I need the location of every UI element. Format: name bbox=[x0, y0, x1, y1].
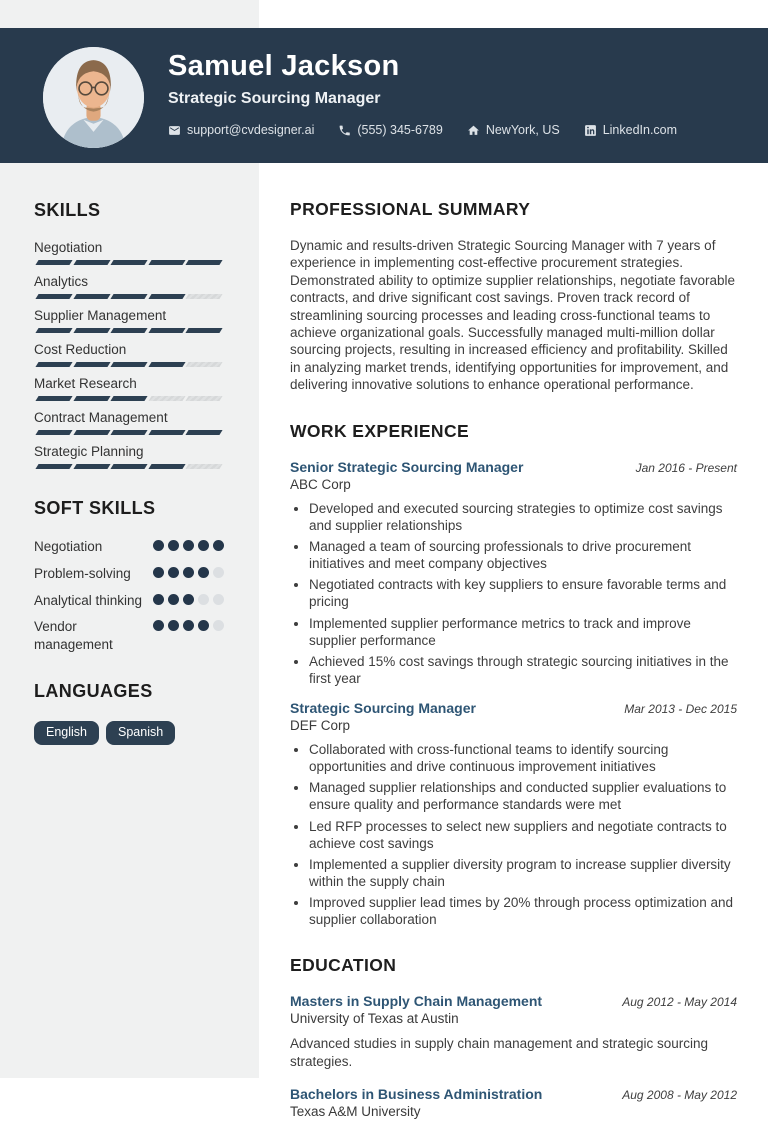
job-bullet-list bbox=[290, 741, 737, 928]
rating-dot-filled bbox=[198, 620, 209, 631]
contact-linkedin bbox=[584, 123, 677, 137]
skill-segment-filled bbox=[35, 362, 72, 367]
candidate-name: Samuel Jackson bbox=[168, 50, 400, 82]
summary-text: Dynamic and results-driven Strategic Sourcing Manager with 7 years of experience in implementing cost-effective procurement strategies. Demonstrated ability to optimize supplier relationships, negotiate favorable contracts, and drive significant cost savings. Proven track record of streamlining sourcing processes and leading cross-functional teams to achieve organizational goals. Successfully managed multi-million dollar sourcing projects, resulting in increased efficiency and profitability. Skilled in analyzing market trends, identifying opportunities for improvement, and delivering innovative solutions to enhance operational performance. bbox=[290, 238, 735, 393]
soft-skill-dots bbox=[153, 538, 224, 556]
phone-icon bbox=[338, 124, 351, 137]
skill-level-bar bbox=[34, 396, 224, 401]
skill-segment-filled bbox=[111, 430, 148, 435]
contact-phone-text: (555) 345-6789 bbox=[357, 123, 443, 137]
avatar-illustration bbox=[43, 47, 144, 148]
skill-segment-filled bbox=[35, 328, 72, 333]
degree-dates: Aug 2008 - May 2012 bbox=[622, 1087, 737, 1102]
rating-dot-filled bbox=[168, 567, 179, 578]
contact-location-text: NewYork, US bbox=[485, 123, 560, 137]
skill-segment-filled bbox=[73, 328, 110, 333]
degree-title: Bachelors in Business Administration bbox=[290, 1085, 543, 1102]
skill-segment-filled bbox=[111, 464, 148, 469]
envelope-icon bbox=[168, 124, 181, 137]
education-entry bbox=[290, 1086, 737, 1119]
skill-segment-filled bbox=[186, 328, 223, 333]
school-name: Texas A&M University bbox=[290, 1103, 421, 1119]
skill-segment-filled bbox=[111, 260, 148, 265]
language-badge: Spanish bbox=[106, 721, 175, 745]
rating-dot-filled bbox=[153, 594, 164, 605]
skill-item bbox=[34, 444, 224, 469]
soft-skill-dots bbox=[153, 618, 224, 654]
skill-label: Market Research bbox=[34, 376, 137, 391]
skill-segment-filled bbox=[35, 396, 72, 401]
skill-level-bar bbox=[34, 260, 224, 265]
rating-dot-empty bbox=[213, 620, 224, 631]
skill-label: Cost Reduction bbox=[34, 342, 127, 357]
contact-row bbox=[168, 123, 677, 137]
skill-segment-empty bbox=[186, 362, 223, 367]
main-column bbox=[290, 163, 737, 1134]
skill-segment-filled bbox=[148, 328, 185, 333]
job-dates: Mar 2013 - Dec 2015 bbox=[624, 702, 737, 717]
soft-skill-dots bbox=[153, 565, 224, 583]
skill-segment-filled bbox=[111, 294, 148, 299]
soft-skills-heading: SOFT SKILLS bbox=[34, 498, 156, 518]
home-icon bbox=[467, 124, 480, 137]
job-bullet: • Implemented supplier performance metrics to track and improve supplier performance bbox=[309, 615, 737, 649]
skill-label: Strategic Planning bbox=[34, 444, 144, 459]
skill-label: Supplier Management bbox=[34, 308, 167, 323]
skill-segment-filled bbox=[148, 464, 185, 469]
skill-segment-filled bbox=[35, 260, 72, 265]
job-title: Senior Strategic Sourcing Manager bbox=[290, 458, 524, 475]
rating-dot-filled bbox=[153, 540, 164, 551]
skill-item bbox=[34, 342, 224, 367]
job-bullet: • Improved supplier lead times by 20% through process optimization and supplier collaboration bbox=[309, 894, 737, 928]
rating-dot-filled bbox=[183, 594, 194, 605]
rating-dot-filled bbox=[153, 620, 164, 631]
skill-segment-filled bbox=[35, 464, 72, 469]
skill-segment-filled bbox=[186, 430, 223, 435]
profile-photo bbox=[43, 47, 144, 148]
skill-segment-filled bbox=[148, 430, 185, 435]
candidate-title: Strategic Sourcing Manager bbox=[168, 90, 381, 107]
skill-segment-filled bbox=[35, 430, 72, 435]
skill-segment-filled bbox=[111, 362, 148, 367]
skill-item bbox=[34, 308, 224, 333]
job-company: DEF Corp bbox=[290, 718, 351, 734]
rating-dot-empty bbox=[213, 594, 224, 605]
soft-skill-label: Analytical thinking bbox=[34, 592, 143, 608]
job-bullet: • Developed and executed sourcing strategies to optimize cost savings and supplier relationships bbox=[309, 500, 737, 534]
school-name: University of Texas at Austin bbox=[290, 1011, 459, 1027]
skill-segment-filled bbox=[73, 464, 110, 469]
skill-segment-empty bbox=[186, 464, 223, 469]
sidebar bbox=[0, 163, 259, 745]
skill-segment-empty bbox=[148, 396, 185, 401]
rating-dot-empty bbox=[213, 567, 224, 578]
job-dates: Jan 2016 - Present bbox=[635, 460, 737, 475]
job-title: Strategic Sourcing Manager bbox=[290, 700, 476, 717]
soft-skill-label: Negotiation bbox=[34, 539, 103, 554]
skill-segment-filled bbox=[73, 430, 110, 435]
languages-section bbox=[34, 681, 224, 745]
rating-dot-filled bbox=[168, 540, 179, 551]
job-bullet: • Managed supplier relationships and conducted supplier evaluations to ensure quality and performance standards were met bbox=[309, 779, 737, 813]
language-badge: English bbox=[34, 721, 99, 745]
rating-dot-filled bbox=[198, 540, 209, 551]
linkedin-icon bbox=[584, 124, 597, 137]
rating-dot-filled bbox=[168, 594, 179, 605]
skill-segment-filled bbox=[73, 362, 110, 367]
soft-skill-label: Vendor management bbox=[34, 619, 113, 653]
degree-description: Advanced studies in supply chain management and strategic sourcing strategies. bbox=[290, 1036, 708, 1070]
skill-segment-empty bbox=[186, 396, 223, 401]
skill-level-bar bbox=[34, 464, 224, 469]
job-bullet: • Collaborated with cross-functional teams to identify sourcing opportunities and drive continuous improvement initiatives bbox=[309, 741, 737, 775]
skill-segment-filled bbox=[35, 294, 72, 299]
skill-level-bar bbox=[34, 430, 224, 435]
soft-skill-label: Problem-solving bbox=[34, 565, 131, 581]
skills-heading: SKILLS bbox=[34, 200, 101, 220]
degree-title: Masters in Supply Chain Management bbox=[290, 993, 543, 1010]
rating-dot-filled bbox=[183, 540, 194, 551]
education-heading: EDUCATION bbox=[290, 955, 397, 976]
skill-segment-filled bbox=[111, 396, 148, 401]
job-entry bbox=[290, 700, 737, 928]
job-entry bbox=[290, 459, 737, 687]
skill-level-bar bbox=[34, 362, 224, 367]
skill-level-bar bbox=[34, 328, 224, 333]
rating-dot-filled bbox=[183, 567, 194, 578]
skill-segment-filled bbox=[73, 396, 110, 401]
rating-dot-filled bbox=[183, 620, 194, 631]
skill-label: Analytics bbox=[34, 274, 89, 289]
education-entry bbox=[290, 993, 737, 1070]
rating-dot-filled bbox=[198, 567, 209, 578]
soft-skill-dots bbox=[153, 592, 224, 610]
job-bullet-list bbox=[290, 500, 737, 687]
skill-item bbox=[34, 410, 224, 435]
contact-linkedin-text: LinkedIn.com bbox=[602, 123, 678, 137]
skill-segment-filled bbox=[148, 294, 185, 299]
rating-dot-filled bbox=[153, 567, 164, 578]
contact-email-text: support@cvdesigner.ai bbox=[187, 123, 315, 137]
job-bullet: • Led RFP processes to select new suppliers and negotiate contracts to achieve cost savings bbox=[309, 818, 737, 852]
job-company: ABC Corp bbox=[290, 476, 351, 492]
skill-segment-empty bbox=[186, 294, 223, 299]
summary-heading: PROFESSIONAL SUMMARY bbox=[290, 199, 531, 219]
skill-item bbox=[34, 376, 224, 401]
skill-segment-filled bbox=[148, 362, 185, 367]
soft-skills-section bbox=[34, 498, 224, 654]
soft-skill-item bbox=[34, 592, 224, 610]
job-bullet: • Achieved 15% cost savings through strategic sourcing initiatives in the first year bbox=[309, 653, 737, 687]
rating-dot-filled bbox=[168, 620, 179, 631]
skill-item bbox=[34, 240, 224, 265]
skill-segment-filled bbox=[73, 294, 110, 299]
resume-header bbox=[0, 28, 768, 163]
soft-skill-item bbox=[34, 565, 224, 583]
rating-dot-empty bbox=[198, 594, 209, 605]
job-bullet: • Managed a team of sourcing professionals to drive procurement initiatives and meet company objectives bbox=[309, 538, 737, 572]
soft-skill-item bbox=[34, 618, 224, 654]
skill-label: Contract Management bbox=[34, 410, 168, 425]
rating-dot-filled bbox=[213, 540, 224, 551]
skill-segment-filled bbox=[186, 260, 223, 265]
degree-dates: Aug 2012 - May 2014 bbox=[622, 995, 737, 1010]
skill-segment-filled bbox=[148, 260, 185, 265]
contact-phone bbox=[338, 123, 442, 137]
skill-item bbox=[34, 274, 224, 299]
skill-segment-filled bbox=[111, 328, 148, 333]
contact-location bbox=[467, 123, 560, 137]
job-bullet: • Implemented a supplier diversity program to increase supplier diversity within the supply chain bbox=[309, 856, 737, 890]
job-bullet: • Negotiated contracts with key suppliers to ensure favorable terms and pricing bbox=[309, 576, 737, 610]
skill-segment-filled bbox=[73, 260, 110, 265]
languages-heading: LANGUAGES bbox=[34, 681, 153, 702]
skill-label: Negotiation bbox=[34, 240, 103, 255]
experience-heading: WORK EXPERIENCE bbox=[290, 420, 470, 441]
skill-level-bar bbox=[34, 294, 224, 299]
soft-skill-item bbox=[34, 538, 224, 556]
contact-email bbox=[168, 123, 314, 137]
